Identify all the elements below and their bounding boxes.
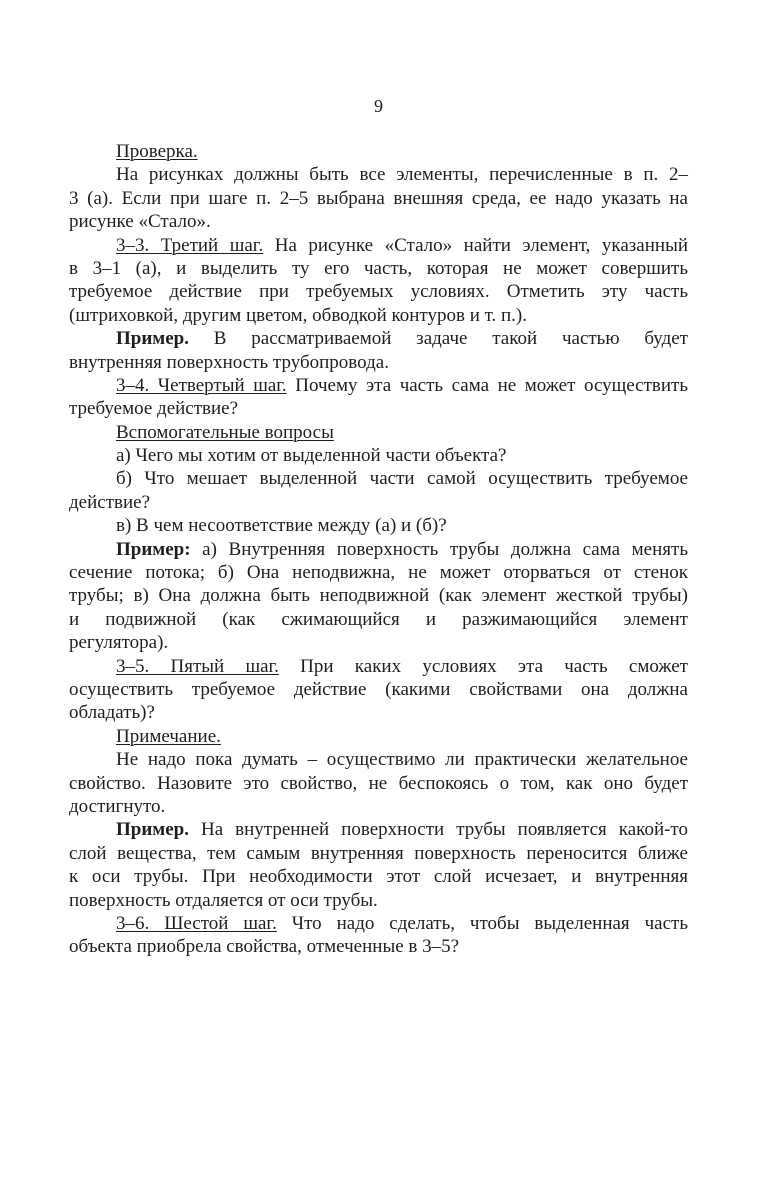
text-line xyxy=(69,351,688,374)
text-line xyxy=(69,655,688,678)
text-line xyxy=(69,234,688,257)
text-line xyxy=(69,210,688,233)
text-run: обладать)? xyxy=(69,702,155,724)
text-line xyxy=(69,631,688,654)
step-3-4 xyxy=(69,374,688,421)
text-run: Не надо пока думать – осуществимо ли практически желательное xyxy=(116,749,688,771)
text-run: В рассматриваемой задаче такой частью будет xyxy=(189,328,688,350)
text-run: осуществить требуемое действие (какими свойствами она должна xyxy=(69,678,688,700)
underlined-heading: Проверка. xyxy=(116,141,198,162)
example xyxy=(69,818,688,912)
text-line xyxy=(69,842,688,865)
text-run: Что надо сделать, чтобы выделенная часть xyxy=(276,912,688,934)
text-run: к оси трубы. При необходимости этот слой исчезает, и внутренняя xyxy=(69,866,688,888)
underlined-heading: 3–6. Шестой шаг. xyxy=(116,912,277,934)
text-run: а) Внутренняя поверхность трубы должна сама менять xyxy=(190,538,688,560)
bold-label: Пример. xyxy=(116,819,189,841)
text-run: На рисунке «Стало» найти элемент, указанный xyxy=(263,234,688,256)
text-line xyxy=(69,187,688,210)
text-run: рисунке «Стало». xyxy=(69,211,211,233)
text-run: достигнуто. xyxy=(69,795,166,817)
text-line xyxy=(69,678,688,701)
text-run: в 3–1 (а), и выделить ту его часть, которая не может совершить xyxy=(69,257,688,279)
bold-label: Пример: xyxy=(116,538,191,560)
text-line xyxy=(69,608,688,631)
step-3-3 xyxy=(69,234,688,328)
text-run: требуемое действие? xyxy=(69,398,239,420)
bold-label: Пример. xyxy=(116,328,189,350)
question-v xyxy=(69,514,688,537)
text-line xyxy=(69,725,688,748)
heading-note xyxy=(69,725,688,748)
text-run: поверхность отдаляется от оси трубы. xyxy=(69,889,378,911)
paragraph xyxy=(69,163,688,233)
step-3-5 xyxy=(69,655,688,725)
text-run: слой вещества, тем самым внутренняя поверхность переносится ближе xyxy=(69,842,688,864)
text-line xyxy=(69,444,688,467)
text-line xyxy=(69,140,688,163)
underlined-heading: Вспомогательные вопросы xyxy=(116,421,334,443)
text-run: На внутренней поверхности трубы появляется какой-то xyxy=(189,819,688,841)
text-line xyxy=(69,304,688,327)
text-line xyxy=(69,795,688,818)
text-line xyxy=(69,280,688,303)
heading-proverka xyxy=(69,140,688,163)
text-run: действие? xyxy=(69,491,151,513)
text-run: свойство. Назовите это свойство, не беспокоясь о том, как оно будет xyxy=(69,772,688,794)
text-run: б) Что мешает выделенной части самой осуществить требуемое xyxy=(116,468,688,490)
text-line xyxy=(69,772,688,795)
page-number: 9 xyxy=(374,96,383,116)
underlined-heading: 3–4. Четвертый шаг. xyxy=(116,374,287,396)
text-run: регулятора). xyxy=(69,632,169,654)
text-line xyxy=(69,257,688,280)
text-line xyxy=(69,748,688,771)
example xyxy=(69,538,688,655)
text-run: внутренняя поверхность трубопровода. xyxy=(69,351,389,373)
text-run: сечение потока; б) Она неподвижна, не может оторваться от стенок xyxy=(69,562,688,584)
text-line xyxy=(69,701,688,724)
text-run: в) В чем несоответствие между (а) и (б)? xyxy=(116,515,447,537)
underlined-heading: Примечание. xyxy=(116,725,221,747)
question-a xyxy=(69,444,688,467)
text-run: и подвижной (как сжимающийся и разжимающийся элемент xyxy=(69,608,688,630)
text-line xyxy=(69,421,688,444)
text-run: объекта приобрела свойства, отмеченные в 3–5? xyxy=(69,936,460,958)
text-line xyxy=(69,584,688,607)
underlined-heading: 3–3. Третий шаг. xyxy=(116,234,264,256)
text-line xyxy=(69,912,688,935)
text-run: требуемое действие при требуемых условиях. Отметить эту часть xyxy=(69,281,688,303)
text-line xyxy=(69,397,688,420)
text-line xyxy=(69,935,688,958)
heading-auxiliary-questions xyxy=(69,421,688,444)
text-run: Почему эта часть сама не может осуществить xyxy=(286,374,689,396)
note xyxy=(69,748,688,818)
text-line xyxy=(69,514,688,537)
question-b xyxy=(69,467,688,514)
text-run: трубы; в) Она должна быть неподвижной (как элемент жесткой трубы) xyxy=(69,585,688,607)
text-run: 3 (а). Если при шаге п. 2–5 выбрана внешняя среда, ее надо указать на xyxy=(69,187,688,209)
text-line xyxy=(69,538,688,561)
text-line xyxy=(69,327,688,350)
text-line xyxy=(69,561,688,584)
text-line xyxy=(69,491,688,514)
text-line xyxy=(69,818,688,841)
text-line xyxy=(69,889,688,912)
text-line xyxy=(69,865,688,888)
example xyxy=(69,327,688,374)
text-line xyxy=(69,163,688,186)
underlined-heading: 3–5. Пятый шаг. xyxy=(116,655,279,677)
text-run: (штриховкой, другим цветом, обводкой контуров и т. п.). xyxy=(69,304,527,326)
text-run: а) Чего мы хотим от выделенной части объекта? xyxy=(116,445,507,467)
text-run: На рисунках должны быть все элементы, перечисленные в п. 2– xyxy=(116,164,688,186)
page-body xyxy=(69,140,688,959)
text-run: При каких условиях эта часть сможет xyxy=(278,655,688,677)
step-3-6 xyxy=(69,912,688,959)
text-line xyxy=(69,374,688,397)
text-line xyxy=(69,467,688,490)
